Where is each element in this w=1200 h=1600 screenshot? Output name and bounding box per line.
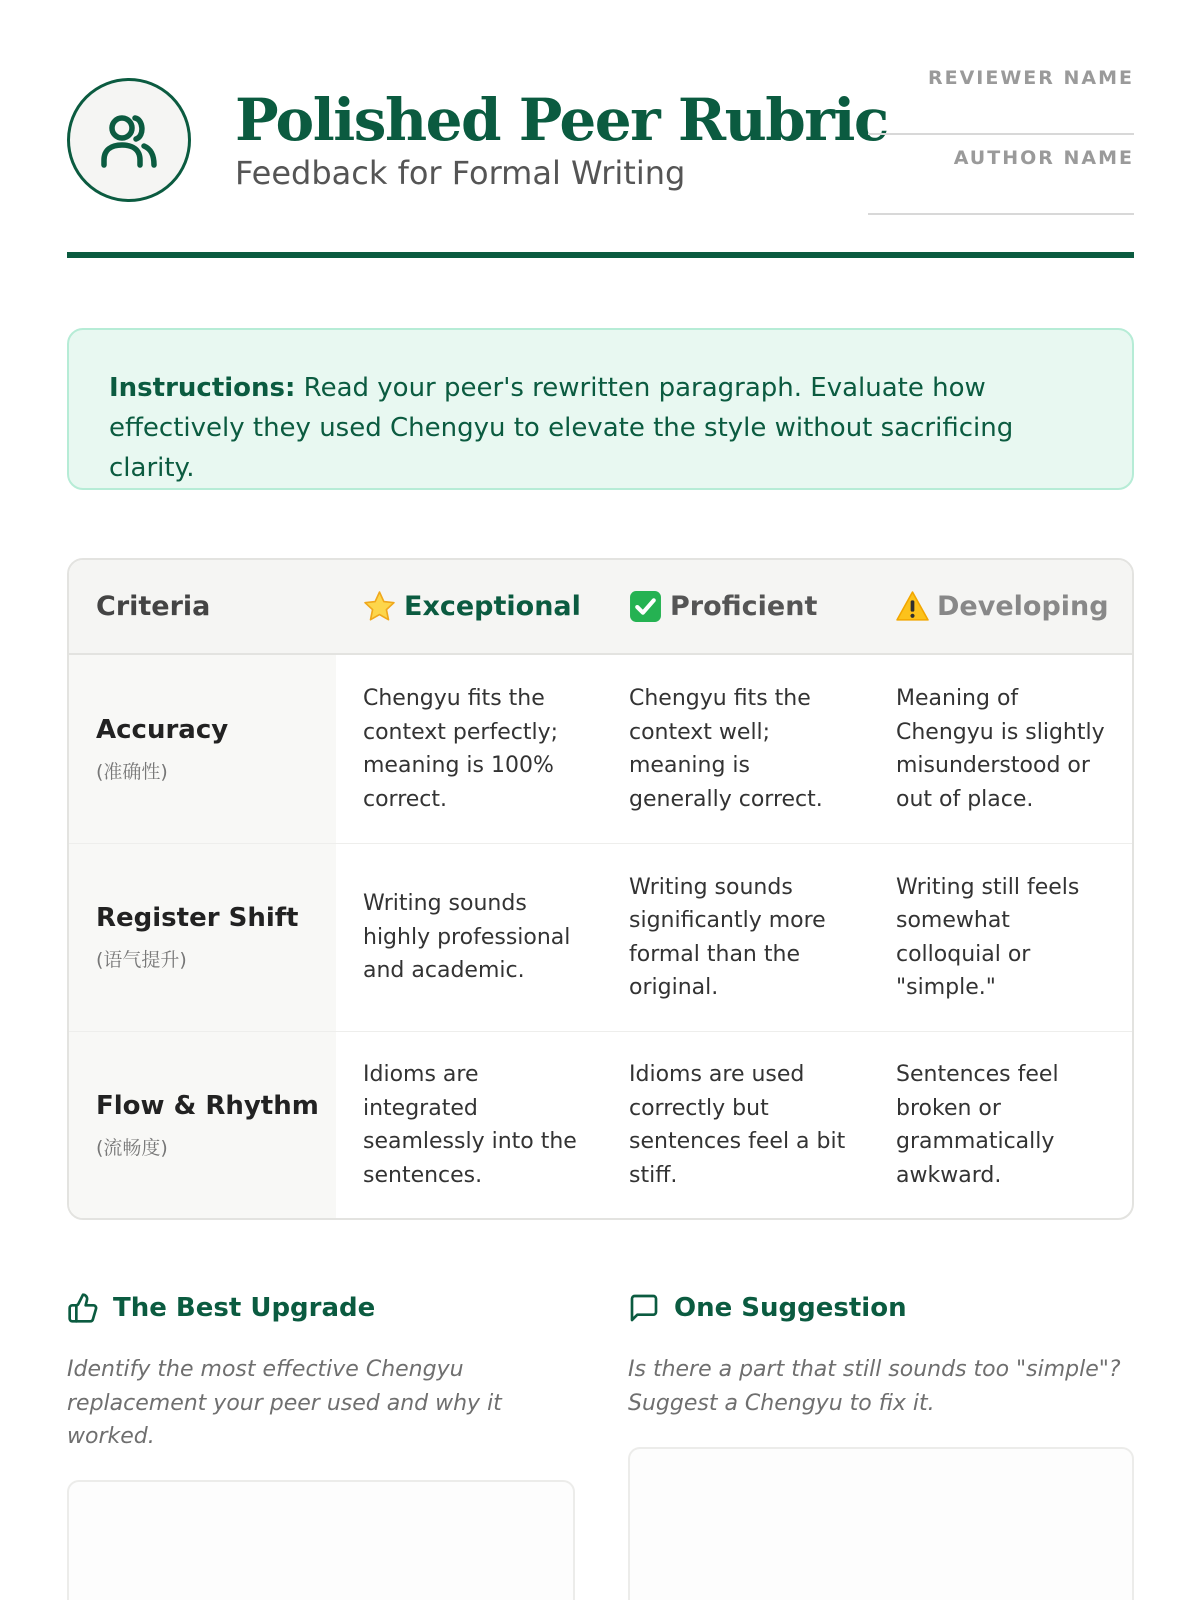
criteria-name: Flow & Rhythm — [96, 1090, 319, 1121]
developing-description: Meaning of Chengyu is slightly misunderstood or out of place. — [896, 686, 1105, 812]
rubric-table — [67, 558, 1134, 1220]
criteria-cell — [69, 1032, 336, 1218]
column-header-criteria — [69, 560, 336, 653]
warning-icon — [896, 590, 929, 623]
exceptional-description: Idioms are integrated seamlessly into the sentences. — [363, 1062, 577, 1188]
criteria-chinese: (语气提升) — [96, 949, 187, 971]
header — [67, 67, 1134, 262]
suggestion-heading — [628, 1290, 1134, 1326]
header-divider — [67, 252, 1134, 258]
criteria-name: Register Shift — [96, 903, 299, 933]
best-upgrade-prompt: Identify the most effective Chengyu replacement your peer used and why it worked. — [67, 1357, 502, 1449]
rubric-row-flow-rhythm — [69, 1032, 1132, 1218]
suggestion-prompt: Is there a part that still sounds too "simple"? Suggest a Chengyu to fix it. — [628, 1357, 1121, 1416]
exceptional-description: Chengyu fits the context perfectly; meaning is 100% correct. — [363, 686, 559, 812]
proficient-description: Chengyu fits the context well; meaning is generally correct. — [629, 686, 823, 812]
suggestion-answer-box[interactable] — [628, 1447, 1134, 1600]
best-upgrade-answer-box[interactable] — [67, 1480, 575, 1600]
best-upgrade-title: The Best Upgrade — [113, 1293, 376, 1323]
reviewer-name-field[interactable] — [868, 67, 1134, 135]
developing-description: Sentences feel broken or grammatically awkward. — [896, 1062, 1059, 1188]
instructions-label: Instructions: — [109, 373, 296, 403]
column-label: Developing — [937, 591, 1109, 622]
rubric-row-register-shift — [69, 844, 1132, 1032]
best-upgrade-heading — [67, 1290, 575, 1326]
logo — [67, 78, 191, 202]
page-title: Polished Peer Rubric — [235, 86, 888, 154]
criteria-cell — [69, 844, 336, 1031]
users-icon — [98, 109, 160, 171]
criteria-name: Accuracy — [96, 714, 229, 745]
proficient-description: Writing sounds significantly more formal than the original. — [629, 874, 826, 1000]
exceptional-description: Writing sounds highly professional and academic. — [363, 891, 571, 984]
column-header-developing — [869, 560, 1132, 653]
rubric-header-row — [69, 560, 1132, 655]
star-icon — [363, 590, 396, 623]
author-name-label: AUTHOR NAME — [953, 147, 1134, 169]
instructions-text: Read your peer's rewritten paragraph. Evaluate how effectively they used Chengyu to elevate the style without sacrificing clarity. — [109, 373, 1014, 483]
reviewer-name-label: REVIEWER NAME — [927, 67, 1134, 89]
criteria-cell — [69, 655, 336, 843]
message-icon — [628, 1291, 662, 1325]
criteria-chinese: (准确性) — [96, 760, 168, 783]
suggestion-title: One Suggestion — [674, 1293, 907, 1323]
column-label: Exceptional — [404, 591, 581, 622]
suggestion-section — [628, 1290, 1134, 1420]
page-subtitle: Feedback for Formal Writing — [235, 154, 686, 192]
developing-description: Writing still feels somewhat colloquial or "simple." — [896, 874, 1080, 1000]
criteria-chinese: (流畅度) — [96, 1136, 168, 1159]
column-label: Criteria — [96, 591, 211, 622]
column-header-exceptional — [336, 560, 602, 653]
thumbs-up-icon — [67, 1291, 101, 1325]
instructions-box — [67, 328, 1134, 490]
column-header-proficient — [602, 560, 869, 653]
author-name-field[interactable] — [868, 147, 1134, 215]
column-label: Proficient — [670, 591, 818, 622]
proficient-description: Idioms are used correctly but sentences feel a bit stiff. — [629, 1062, 846, 1188]
check-box-icon — [629, 590, 662, 623]
best-upgrade-section — [67, 1290, 575, 1454]
rubric-row-accuracy — [69, 655, 1132, 844]
